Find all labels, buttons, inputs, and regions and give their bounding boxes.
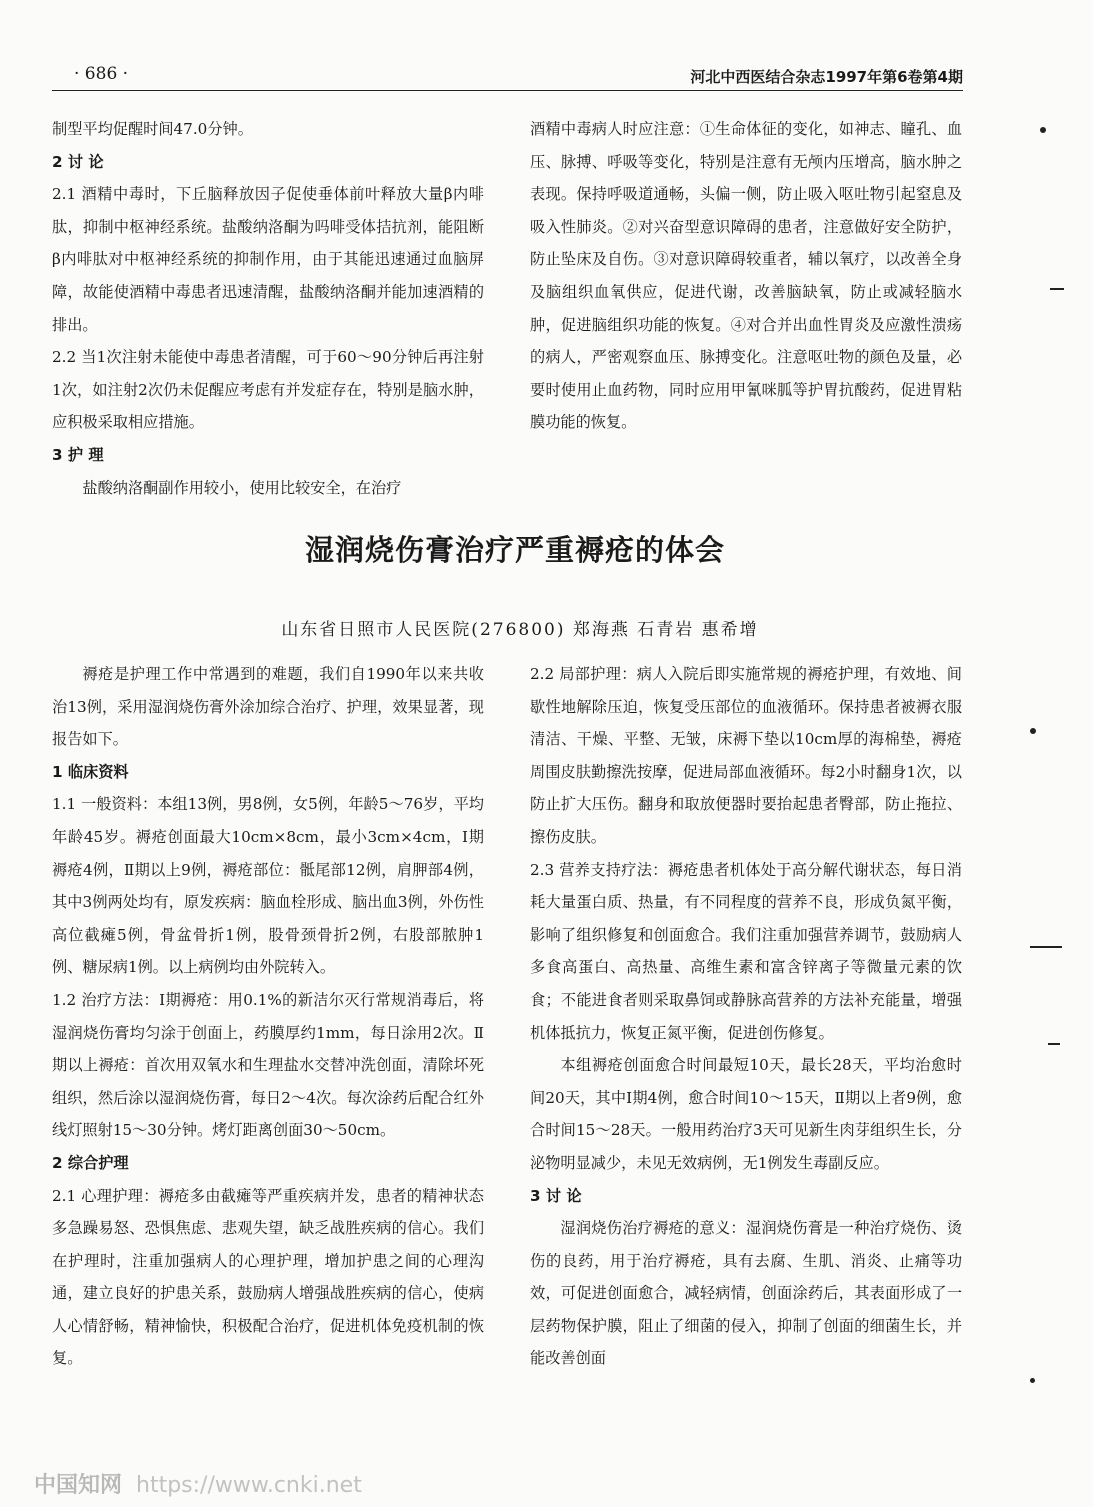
paragraph: 2.2 当1次注射未能使中毒患者清醒，可于60～90分钟后再注射1次，如注射2次仍未促醒应考虑有并发症存在，特别是脑水肿，应积极采取相应措施。 — [52, 348, 484, 432]
paragraph: 盐酸纳洛酮副作用较小，使用比较安全，在治疗 — [82, 478, 402, 497]
top-right-column — [530, 113, 962, 439]
scan-mark — [1048, 1043, 1060, 1045]
paragraph: 湿润烧伤治疗褥疮的意义：湿润烧伤膏是一种治疗烧伤、烫伤的良药，用于治疗褥疮，具有去腐、生肌、消炎、止痛等功效，可促进创面愈合，减轻病情，创面涂药后，其表面形成了一层药物保护膜，阻止了细菌的侵入，抑制了创面的细菌生长，并能改善创面 — [530, 1219, 962, 1368]
page-number: · 686 · — [74, 64, 129, 84]
journal-title: 河北中西医结合杂志1997年第6卷第4期 — [690, 68, 963, 86]
section-heading: 1 临床资料 — [52, 762, 129, 781]
scan-mark — [1030, 1378, 1035, 1383]
article-authors: 山东省日照市人民医院(276800) 郑海燕 石青岩 惠希增 — [281, 620, 759, 640]
paragraph: 本组褥疮创面愈合时间最短10天，最长28天，平均治愈时间20天，其中Ⅰ期4例，愈合时间10～15天，Ⅱ期以上者9例，愈合时间15～28天。一般用药治疗3天可见新生肉芽组织生长，分泌物明显减少，未见无效病例，无1例发生毒副反应。 — [530, 1056, 962, 1172]
paragraph: 制型平均促醒时间47.0分钟。 — [52, 120, 253, 138]
paragraph: 2.3 营养支持疗法：褥疮患者机体处于高分解代谢状态，每日消耗大量蛋白质、热量，有不同程度的营养不良，形成负氮平衡，影响了组织修复和创面愈合。我们注重加强营养调节，鼓励病人多食高蛋白、高热量、高维生素和富含锌离子等微量元素的饮食；不能进食者则采取鼻饲或静脉高营养的方法补充能量，增强机体抵抗力，恢复正氮平衡，促进创伤修复。 — [530, 860, 962, 1042]
scan-mark — [1050, 288, 1064, 290]
paragraph: 褥疮是护理工作中常遇到的难题，我们自1990年以来共收治13例，采用湿润烧伤膏外涂加综合治疗、护理，效果显著，现报告如下。 — [52, 665, 484, 749]
bottom-left-column — [52, 658, 484, 1375]
article-title: 湿润烧伤膏治疗严重褥疮的体会 — [304, 533, 725, 567]
scan-mark — [1040, 127, 1046, 133]
watermark-url: https://www.cnki.net — [136, 1473, 362, 1498]
paragraph: 酒精中毒病人时应注意：①生命体征的变化，如神志、瞳孔、血压、脉搏、呼吸等变化，特别是注意有无颅内压增高，脑水肿之表现。保持呼吸道通畅，头偏一侧，防止吸入呕吐物引起窒息及吸入性肺炎。②对兴奋型意识障碍的患者，注意做好安全防护，防止坠床及自伤。③对意识障碍较重者，辅以氧疗，以改善全身及脑组织血氧供应，促进代谢，改善脑缺氧，防止或减轻脑水肿，促进脑组织功能的恢复。④对合并出血性胃炎及应激性溃疡的病人，严密观察血压、脉搏变化。注意呕吐物的颜色及量，必要时使用止血药物，同时应用甲氰咪胍等护胃抗酸药，促进胃粘膜功能的恢复。 — [530, 120, 962, 432]
scan-mark — [1030, 728, 1036, 734]
cnki-watermark — [34, 1468, 362, 1499]
paragraph: 2.2 局部护理：病人入院后即实施常规的褥疮护理，有效地、间歇性地解除压迫，恢复受压部位的血液循环。保持患者被褥衣服清洁、干燥、平整、无皱，床褥下垫以10cm厚的海棉垫，褥疮周围皮肤勤擦洗按摩，促进局部血液循环。每2小时翻身1次，以防止扩大压伤。翻身和取放便器时要抬起患者臀部，防止拖拉、擦伤皮肤。 — [530, 665, 962, 846]
section-heading: 3 讨 论 — [530, 1186, 582, 1205]
paragraph: 1.2 治疗方法：Ⅰ期褥疮：用0.1%的新洁尔灭行常规消毒后，将湿润烧伤膏均匀涂于创面上，药膜厚约1mm，每日涂用2次。Ⅱ期以上褥疮：首次用双氧水和生理盐水交替冲洗创面，清除坏死组织，然后涂以湿润烧伤膏，每日2～4次。每次涂药后配合红外线灯照射15～30分钟。烤灯距离创面30～50cm。 — [52, 990, 484, 1140]
section-heading: 2 讨 论 — [52, 152, 104, 171]
paragraph: 2.1 心理护理：褥疮多由截瘫等严重疾病并发，患者的精神状态多急躁易怒、恐惧焦虑、悲观失望，缺乏战胜疾病的信心。我们在护理时，注重加强病人的心理护理，增加护患之间的心理沟通，建立良好的护患关系，鼓励病人增强战胜疾病的信心，使病人心情舒畅，精神愉快，积极配合治疗，促进机体免疫机制的恢复。 — [52, 1186, 484, 1368]
scan-mark — [1030, 946, 1062, 948]
top-left-column — [52, 113, 484, 504]
section-heading: 2 综合护理 — [52, 1153, 129, 1172]
watermark-brand: 中国知网 — [34, 1473, 123, 1498]
page-header — [52, 64, 963, 91]
bottom-right-column — [530, 658, 962, 1375]
paragraph: 1.1 一般资料：本组13例，男8例，女5例，年龄5～76岁，平均年龄45岁。褥疮创面最大10cm×8cm，最小3cm×4cm，Ⅰ期褥疮4例，Ⅱ期以上9例，褥疮部位：骶尾部12例，肩胛部4例，其中3例两处均有，原发疾病：脑血栓形成、脑出血3例，外伤性高位截瘫5例，骨盆骨折1例，股骨颈骨折2例，右股部脓肿1例、糖尿病1例。以上病例均由外院转入。 — [52, 795, 484, 977]
section-heading: 3 护 理 — [52, 445, 104, 464]
paragraph: 2.1 酒精中毒时，下丘脑释放因子促使垂体前叶释放大量β内啡肽，抑制中枢神经系统。盐酸纳洛酮为吗啡受体拮抗剂，能阻断β内啡肽对中枢神经系统的抑制作用，由于其能迅速通过血脑屏障，故能使酒精中毒患者迅速清醒，盐酸纳洛酮并能加速酒精的排出。 — [52, 185, 484, 334]
